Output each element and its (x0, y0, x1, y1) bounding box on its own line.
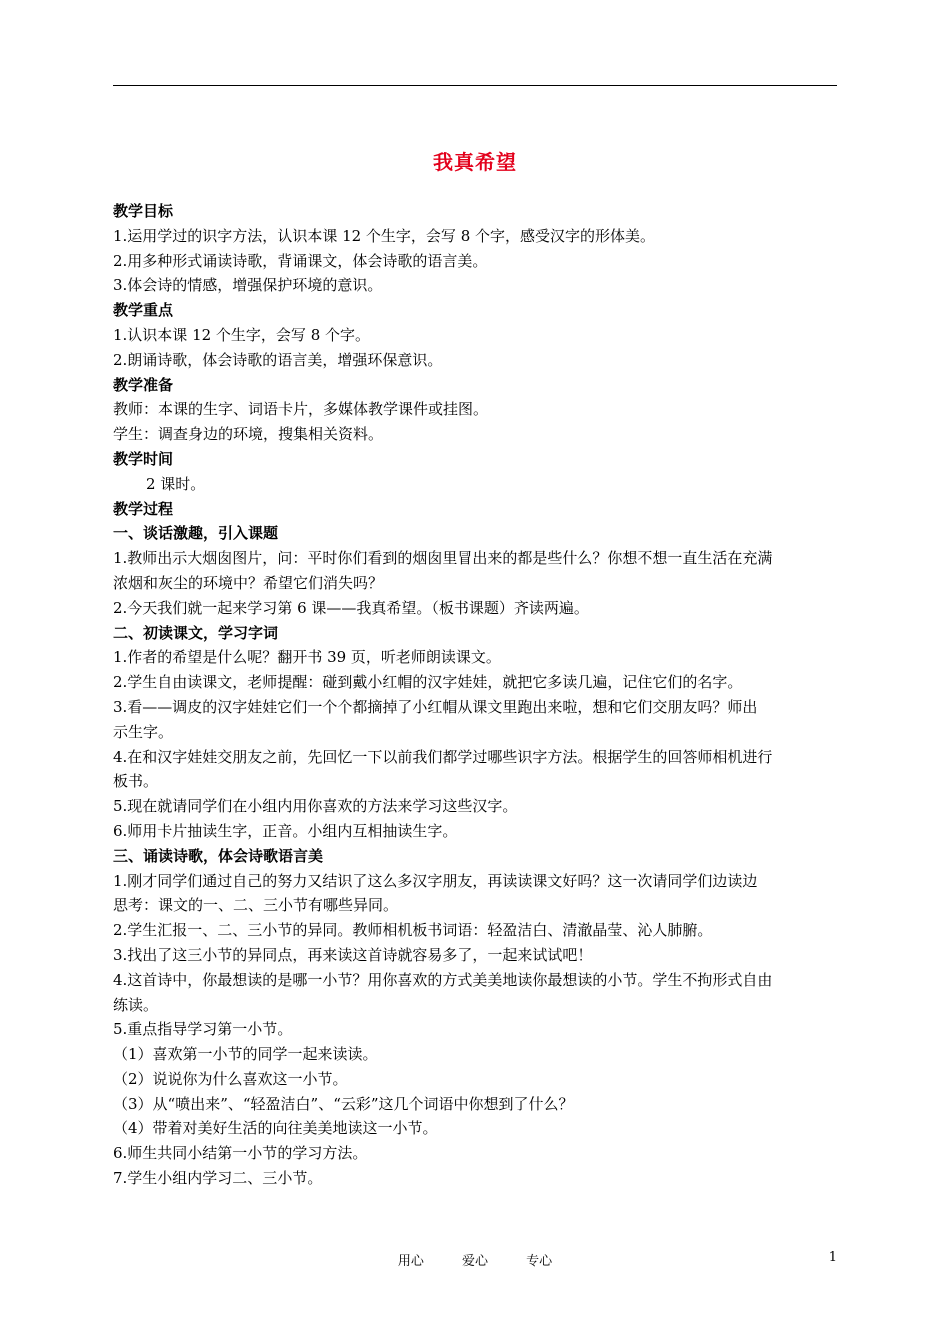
body-line: 2 课时。 (146, 474, 206, 493)
section-heading: 教学准备 (113, 375, 174, 394)
document-body (113, 199, 837, 1191)
body-line: 4.这首诗中，你最想读的是哪一小节？用你喜欢的方式美美地读你最想读的小节。学生不拘形式自由 (113, 970, 773, 989)
section-heading: 教学时间 (113, 449, 174, 468)
section-heading: 教学重点 (113, 301, 174, 320)
body-line: 2.今天我们就一起来学习第 6 课——我真希望。（板书课题）齐读两遍。 (113, 598, 589, 617)
body-line: （3）从“喷出来”、“轻盈洁白”、“云彩”这几个词语中你想到了什么？ (113, 1094, 574, 1113)
body-line: 1.教师出示大烟囱图片，问：平时你们看到的烟囱里冒出来的都是些什么？你想不想一直生活在充满 (113, 549, 773, 568)
body-line: 2.学生自由读课文，老师提醒：碰到戴小红帽的汉字娃娃，就把它多读几遍，记住它们的名字。 (113, 673, 743, 692)
body-line: 板书。 (113, 772, 159, 791)
body-line: 2.学生汇报一、二、三小节的异同。教师相机板书词语：轻盈洁白、清澈晶莹、沁人肺腑。 (113, 921, 713, 940)
footer-word-1: 用心 (397, 1254, 424, 1269)
body-line: 2.用多种形式诵读诗歌，背诵课文，体会诗歌的语言美。 (113, 251, 488, 270)
footer-motto (0, 1250, 950, 1269)
page-number: 1 (828, 1250, 837, 1265)
body-line: 3.找出了这三小节的异同点，再来读这首诗就容易多了，一起来试试吧！ (113, 945, 593, 964)
body-line: 5.现在就请同学们在小组内用你喜欢的方法来学习这些汉字。 (113, 797, 518, 816)
body-line: 1.运用学过的识字方法，认识本课 12 个生字，会写 8 个字，感受汉字的形体美。 (113, 226, 656, 245)
body-line: 1.作者的希望是什么呢？翻开书 39 页，听老师朗读课文。 (113, 648, 501, 667)
body-line: 6.师用卡片抽读生字，正音。小组内互相抽读生字。 (113, 821, 458, 840)
body-line: 2.朗诵诗歌，体会诗歌的语言美，增强环保意识。 (113, 350, 443, 369)
body-line: 1.认识本课 12 个生字，会写 8 个字。 (113, 325, 371, 344)
section-heading: 一、谈话激趣，引入课题 (113, 524, 279, 543)
section-heading: 三、诵读诗歌，体会诗歌语言美 (113, 846, 324, 865)
body-line: 思考：课文的一、二、三小节有哪些异同。 (113, 896, 399, 915)
body-line: 4.在和汉字娃娃交朋友之前，先回忆一下以前我们都学过哪些识字方法。根据学生的回答师相机进行 (113, 747, 773, 766)
body-line: （1）喜欢第一小节的同学一起来读读。 (113, 1045, 378, 1064)
body-line: （4）带着对美好生活的向往美美地读这一小节。 (113, 1119, 438, 1138)
body-line: 3.体会诗的情感，增强保护环境的意识。 (113, 276, 383, 295)
body-line: 3.看——调皮的汉字娃娃它们一个个都摘掉了小红帽从课文里跑出来啦，想和它们交朋友吗？师出 (113, 697, 758, 716)
body-line: 5.重点指导学习第一小节。 (113, 1020, 293, 1039)
footer-word-2: 爱心 (461, 1254, 488, 1269)
body-line: 1.刚才同学们通过自己的努力又结识了这么多汉字朋友，再读读课文好吗？这一次请同学们边读边 (113, 871, 758, 890)
section-heading: 教学目标 (113, 202, 174, 220)
body-line: （2）说说你为什么喜欢这一小节。 (113, 1069, 348, 1088)
body-line: 浓烟和灰尘的环境中？希望它们消失吗？ (113, 573, 384, 592)
header-rule (113, 85, 837, 86)
body-line: 7.学生小组内学习二、三小节。 (113, 1169, 323, 1188)
body-line: 教师：本课的生字、词语卡片，多媒体教学课件或挂图。 (113, 400, 489, 419)
body-line: 6.师生共同小结第一小节的学习方法。 (113, 1144, 368, 1163)
footer-word-3: 专心 (526, 1254, 553, 1269)
body-line: 学生：调查身边的环境，搜集相关资料。 (113, 425, 384, 444)
section-heading: 教学过程 (113, 499, 174, 518)
section-heading: 二、初读课文，学习字词 (113, 623, 279, 642)
body-line: 示生字。 (113, 722, 174, 741)
body-line: 练读。 (113, 995, 159, 1014)
document-title: 我真希望 (433, 150, 517, 174)
